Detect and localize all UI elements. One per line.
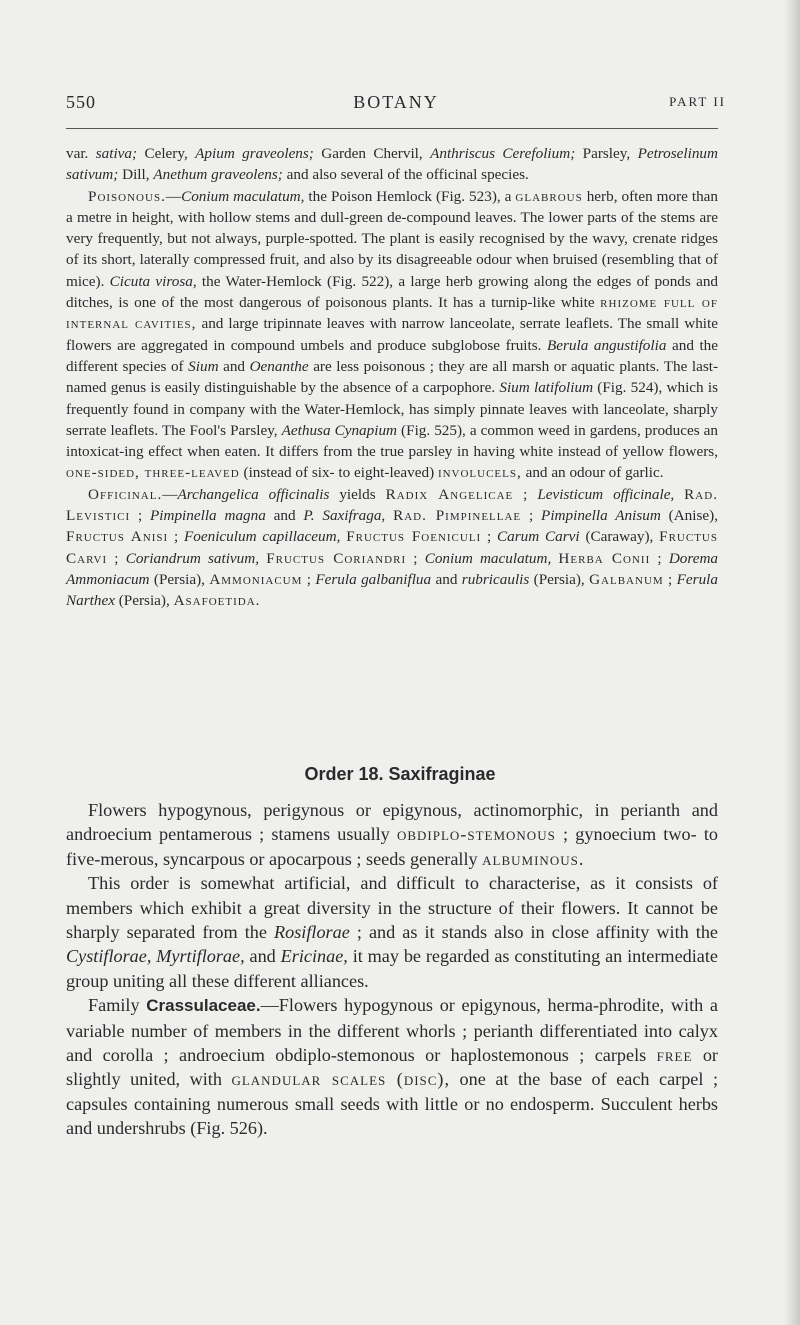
- paragraph-officinal: Officinal.—Archangelica officinalis yields Radix Angelicae ; Levisticum officinale, Rad. Levistici ; Pimpinella magna and P. Saxifraga, Rad. Pimpinellae ; Pimpinella Anisum (Anise), Fructus Anisi ; Foeniculum capillaceum, Fructus Foeniculi ; Carum Carvi (Caraway), Fructus Carvi ; Coriandrum sativum, Fructus Coriandri ; Conium maculatum, Herba Conii ; Dorema Ammoniacum (Persia), Ammoniacum ; Ferula galbaniflua and rubricaulis (Persia), Galbanum ; Ferula Narthex (Persia), Asafoetida.: [66, 485, 719, 610]
- paragraph-order-affinities: This order is somewhat artificial, and difficult to characterise, as it consists of members which exhibit a great diversity in the structure of their flowers. It cannot be sharply separated from the Rosiflorae ; and as it stands also in close affinity with the Cystiflorae, Myrtiflorae, and Ericinae, it may be regarded as constituting an intermediate group uniting all these different alliances.: [66, 873, 718, 991]
- running-title: BOTANY: [353, 92, 439, 112]
- small-print-section: [66, 143, 718, 612]
- header-rule: [66, 128, 718, 129]
- paragraph-poisonous: Poisonous.—Conium maculatum, the Poison Hemlock (Fig. 523), a glabrous herb, often more than a metre in height, with hollow stems and dull-green de-compound leaves. The lower parts of the stems are very frequently, but not always, purple-spotted. The plant is easily recognised by the wavy, crenate ridges of its short, laterally compressed fruit, and also by its disagreeable odour when bruised (resembling that of mice). Cicuta virosa, the Water-Hemlock (Fig. 522), a large herb growing along the edges of ponds and ditches, is one of the most dangerous of poisonous plants. It has a turnip-like white rhizome full of internal cavities, and large tripinnate leaves with narrow lanceolate, serrate leaflets. The small white flowers are aggregated in compound umbels and produce subglobose fruits. Berula angustifolia and the different species of Sium and Oenanthe are less poisonous ; they are all marsh or aquatic plants. The last-named genus is easily distinguishable by the absence of a carpophore. Sium latifolium (Fig. 524), which is frequently found in company with the Water-Hemlock, has simply pinnate leaves with lanceolate, sharply serrate leaflets. The Fool's Parsley, Aethusa Cynapium (Fig. 525), a common weed in gardens, produces an intoxicat-ing effect when eaten. It differs from the true parsley in having white instead of yellow flowers, one-sided, three-leaved (instead of six- to eight-leaved) involucels, and an odour of garlic.: [66, 187, 719, 482]
- order-description-section: [66, 798, 718, 1141]
- page-header: [66, 92, 726, 116]
- page-number: 550: [66, 92, 96, 112]
- page-edge-shadow: [784, 0, 800, 1325]
- paragraph-order-characters: Flowers hypogynous, perigynous or epigynous, actinomorphic, in perianth and androecium pentamerous ; stamens usually obdiplo-stemonous ; gynoecium two- to five-merous, syncarpous or apocarpous ; seeds generally albuminous.: [66, 800, 718, 869]
- order-heading: Order 18. Saxifraginae: [304, 764, 496, 784]
- paragraph-varieties: var. sativa; Celery, Apium graveolens; Garden Chervil, Anthriscus Cerefolium; Parsley, Petroselinum sativum; Dill, Anethum graveolens; and also several of the officinal species.: [66, 145, 718, 184]
- part-label: PART II: [669, 94, 726, 109]
- paragraph-family-crassulaceae: Family Crassulaceae.—Flowers hypogynous or epigynous, herma-phrodite, with a variable number of members in the different whorls ; perianth differentiated into calyx and corolla ; androecium obdiplo-stemonous or haplostemonous ; carpels free or slightly united, with glandular scales (disc), one at the base of each carpel ; capsules containing numerous small seeds with little or no endosperm. Succulent herbs and undershrubs (Fig. 526).: [66, 995, 718, 1139]
